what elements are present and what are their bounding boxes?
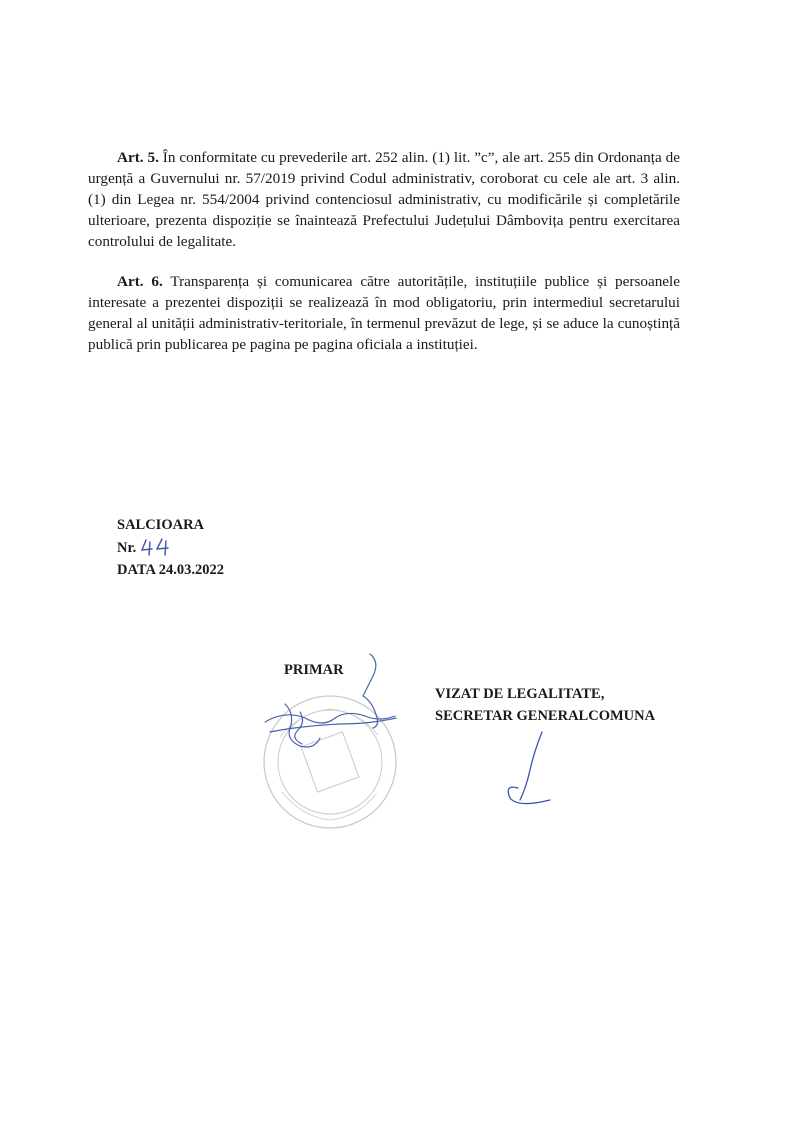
place-name: SALCIOARA: [117, 517, 205, 533]
secretary-signature: [498, 728, 558, 806]
article-5: [88, 147, 680, 252]
vizat-line-2: SECRETAR GENERALCOMUNA: [435, 708, 656, 724]
article-5-text: În conformitate cu prevederile art. 252 alin. (1) lit. ”c”, ale art. 255 din Ordonanța de urgență a Guvernului nr. 57/2019 privind Codul administrativ, coroborat cu cele ale art. 3 alin. (1) din Legea nr. 554/2004 privind contenciosul administrativ, cu modificările și completările ulterioare, prezenta dispoziție se înaintează Prefectului Județului Dâmbovița pentru exercitarea controlului de legalitate.: [88, 149, 680, 250]
number-label: Nr.: [117, 540, 137, 556]
mayor-stamp-and-signature: [250, 642, 410, 842]
article-6-text: Transparența și comunicarea către autoritățile, instituțiile publice și persoanele interesate a prezentei dispoziții se realizează în mod obligatoriu, prin intermediul secretarului general al unității administrativ-teritoriale, în termenul prevăzut de lege, și se aduce la cunoștință publică prin publicarea pe pagina pe pagina oficiala a instituției.: [88, 273, 680, 353]
primar-label: PRIMAR: [284, 662, 344, 678]
handwritten-number: [140, 536, 174, 556]
vizat-line-1: VIZAT DE LEGALITATE,: [435, 686, 605, 702]
article-6-label: Art. 6.: [117, 273, 163, 290]
legality-endorsement: [435, 683, 655, 727]
document-date: DATA 24.03.2022: [117, 562, 225, 578]
number-line: [117, 536, 224, 559]
article-5-label: Art. 5.: [117, 149, 159, 166]
document-meta: [117, 514, 224, 581]
article-6: [88, 271, 680, 355]
